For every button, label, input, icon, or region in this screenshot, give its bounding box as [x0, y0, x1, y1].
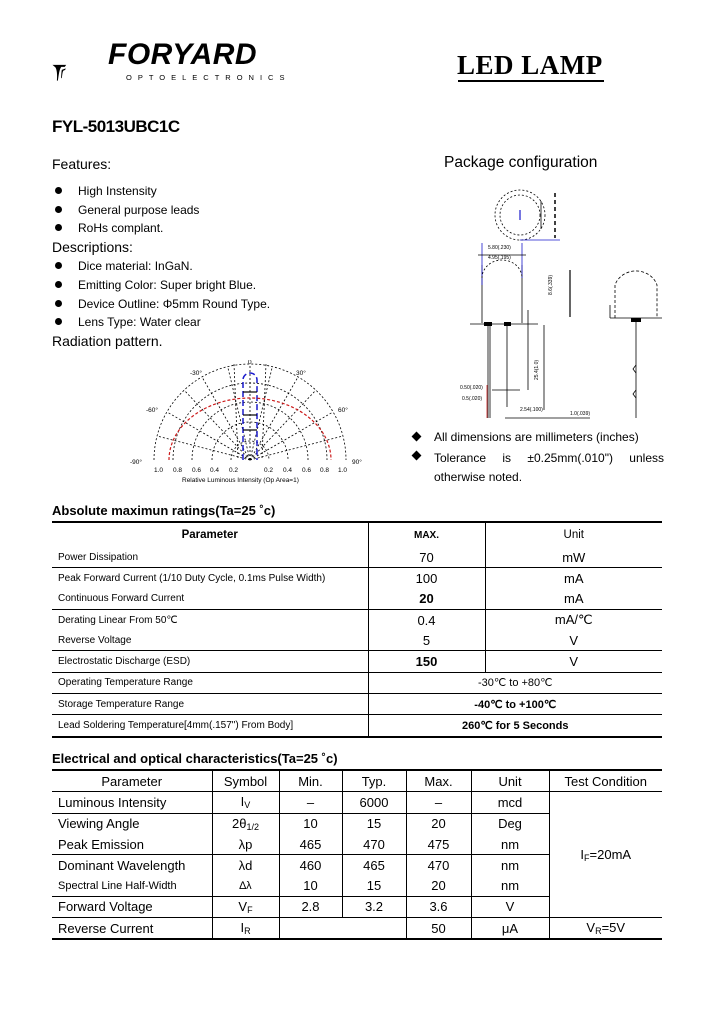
svg-text:1.0(.039): 1.0(.039) [570, 411, 591, 417]
electrical-title: Electrical and optical characteristics(Ta=25 ˚c) [52, 751, 338, 766]
svg-text:90°: 90° [352, 459, 362, 466]
svg-text:0.4: 0.4 [283, 467, 293, 474]
svg-text:2.54(.100): 2.54(.100) [520, 407, 543, 413]
svg-text:0.6: 0.6 [192, 467, 202, 474]
bullet-icon [55, 206, 62, 213]
part-number: FYL-5013UBC1C [52, 117, 180, 136]
feature-item: General purpose leads [78, 203, 200, 217]
description-item: Device Outline: Φ5mm Round Type. [78, 297, 271, 311]
table-row: Continuous Forward Current 20 mA [52, 589, 662, 610]
descriptions-heading: Descriptions: [52, 239, 133, 255]
package-drawing [460, 185, 665, 420]
svg-text:60°: 60° [338, 407, 348, 414]
diamond-bullet-icon [412, 432, 422, 442]
brand-name: FORYARD [108, 38, 258, 71]
description-item: Emitting Color: Super bright Blue. [78, 278, 257, 292]
svg-text:-30°: -30° [190, 370, 202, 377]
radiation-pattern-chart [130, 360, 370, 485]
table-row: Forward Voltage $V_F$ 2.8 3.2 3.6 V [52, 896, 662, 917]
svg-text:0.8: 0.8 [173, 467, 183, 474]
package-heading: Package configuration [444, 154, 598, 171]
svg-text:0.4: 0.4 [210, 467, 220, 474]
bullet-icon [55, 224, 62, 231]
svg-text:0.2: 0.2 [229, 467, 239, 474]
col-header: Parameter [52, 522, 368, 547]
svg-text:30°: 30° [296, 370, 306, 377]
abs-max-table [52, 521, 662, 738]
table-row: Electrostatic Discharge (ESD) 150 V [52, 651, 662, 672]
package-note: All dimensions are millimeters (inches) [434, 430, 639, 444]
table-row: Operating Temperature Range -30℃ to +80℃ [52, 672, 662, 693]
bullet-icon [55, 187, 62, 194]
feature-item: High Instensity [78, 184, 157, 198]
table-row: Spectral Line Half-Width ∆λ 10 15 20 nm [52, 875, 662, 896]
table-row: Storage Temperature Range -40℃ to +100℃ [52, 694, 662, 715]
col-header: Unit [485, 522, 662, 547]
title-underline [458, 80, 604, 82]
table-row: Reverse Current $I_R$ 50 μA $V_R=5V$ [52, 918, 662, 940]
svg-text:0.2: 0.2 [264, 467, 274, 474]
features-heading: Features: [52, 156, 112, 172]
table-row: Luminous Intensity $I_V$ – 6000 – mcd $I_F=20mA$ [52, 792, 662, 813]
table-row: Derating Linear From 50℃ 0.4 mA/℃ [52, 609, 662, 630]
bullet-icon [55, 262, 62, 269]
document-title: LED LAMP [457, 50, 603, 80]
table-row: Peak Forward Current (1/10 Duty Cycle, 0.1ms Pulse Width) 100 mA [52, 568, 662, 589]
bullet-icon [55, 281, 62, 288]
svg-text:0.8: 0.8 [320, 467, 330, 474]
brand-subtitle: OPTOELECTRONICS [126, 73, 291, 82]
svg-text:1.0: 1.0 [154, 467, 164, 474]
svg-text:Relative Luminous Intensity (O: Relative Luminous Intensity (Op Area=1) [182, 477, 299, 484]
bullet-icon [55, 318, 62, 325]
description-item: Dice material: InGaN. [78, 259, 193, 273]
table-row: Peak Emission λp 465 470 475 nm [52, 834, 662, 855]
svg-text:0: 0 [248, 360, 252, 366]
foryard-logo-icon [52, 38, 112, 108]
svg-text:0.50(.020): 0.50(.020) [460, 385, 483, 391]
svg-text:4.95(.195): 4.95(.195) [488, 255, 511, 261]
abs-max-title: Absolute maximun ratings(Ta=25 ˚c) [52, 503, 276, 518]
svg-text:8.6(.339): 8.6(.339) [548, 274, 554, 295]
svg-text:5.80(.230): 5.80(.230) [488, 245, 511, 251]
svg-text:-60°: -60° [146, 407, 158, 414]
table-row: Lead Soldering Temperature[4mm(.157") From Body] 260℃ for 5 Seconds [52, 715, 662, 737]
svg-text:-90°: -90° [130, 459, 142, 466]
table-row: Viewing Angle $2\theta_{1/2}$ 10 15 20 Deg [52, 813, 662, 834]
bullet-icon [55, 300, 62, 307]
electrical-table: Parameter Symbol Min. Typ. Max. Unit Test Condition Luminous Intensity $I_V$ – 6000 – mcd $I_F=20mA$ Viewing Angle $2\theta_{1/2}$ 10 15 20 Deg Peak Emission λp 465 470 475 nm Dominant Wavelength λd 460 465 470 nm Spectral Line Half-Width ∆λ 10 15 20 nm Forward Voltage $V_F$ 2.8 3.2 3.6 V Reverse Current $I_R$ 50 μA $V_R=5V$ [52, 769, 662, 940]
col-header: MAX. [368, 522, 485, 547]
svg-text:0.5(.020): 0.5(.020) [462, 396, 483, 402]
table-row: Reverse Voltage 5 V [52, 630, 662, 651]
description-item: Lens Type: Water clear [78, 315, 201, 329]
svg-text:1.0: 1.0 [338, 467, 348, 474]
svg-text:0.6: 0.6 [302, 467, 312, 474]
table-row: Dominant Wavelength λd 460 465 470 nm [52, 855, 662, 876]
table-row: Power Dissipation 70 mW [52, 547, 662, 568]
radiation-heading: Radiation pattern. [52, 333, 163, 349]
package-note: Tolerance is ±0.25mm(.010") unless otherwise noted. [434, 451, 664, 484]
feature-item: RoHs complant. [78, 221, 164, 235]
svg-text:25.4(1.0): 25.4(1.0) [534, 359, 540, 380]
diamond-bullet-icon [412, 451, 422, 461]
